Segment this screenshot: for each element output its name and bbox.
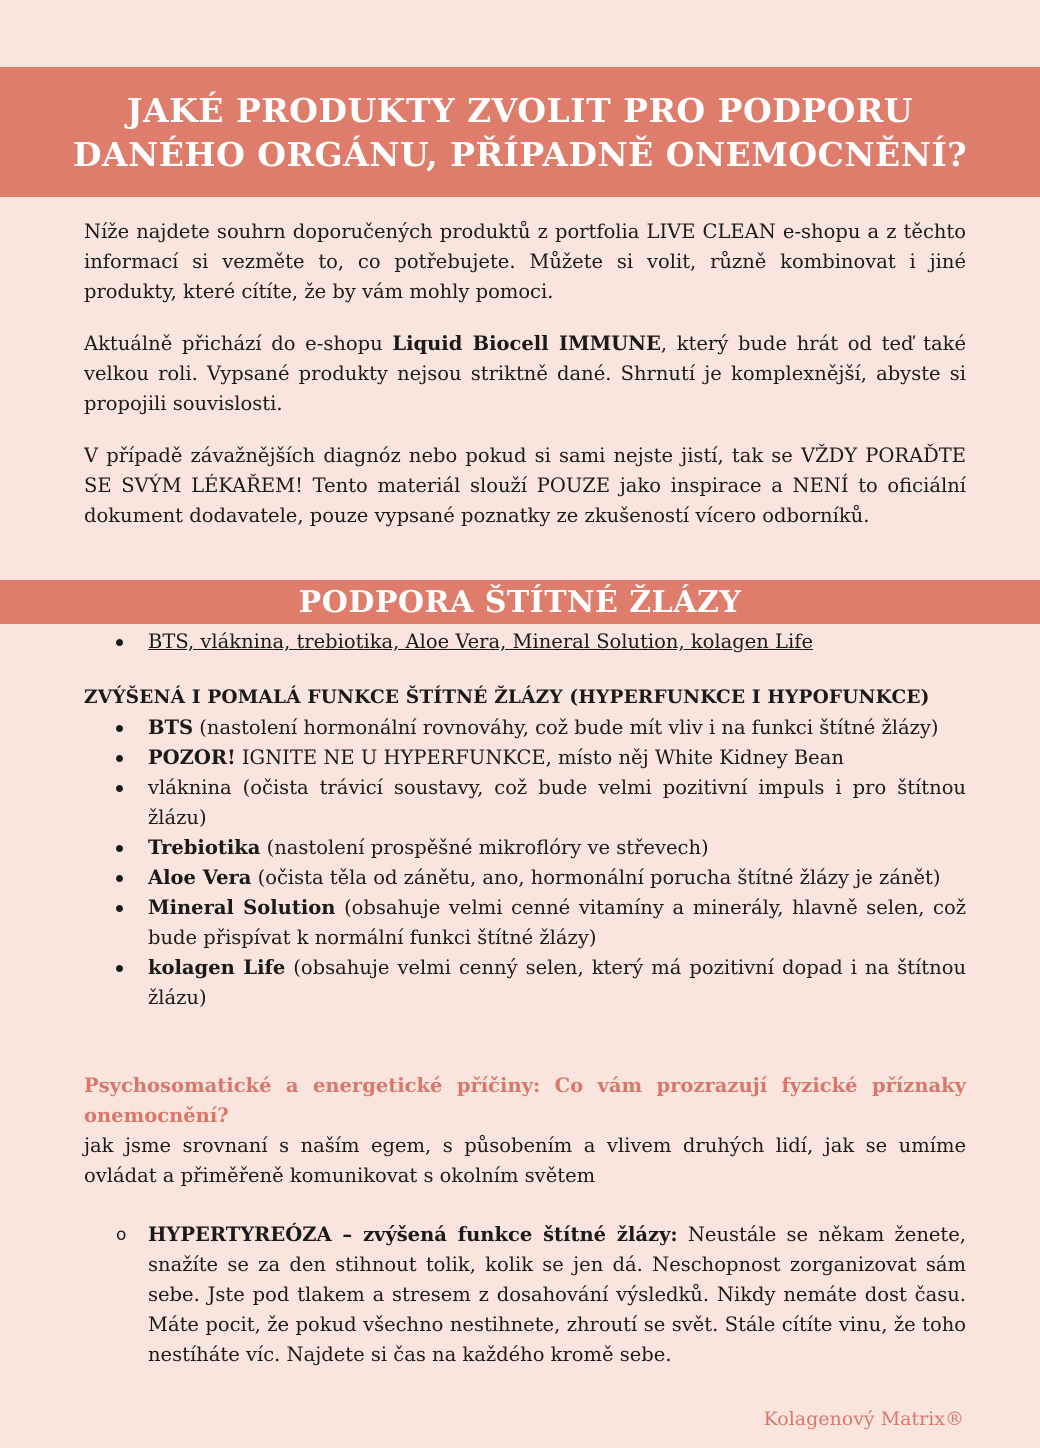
function-item-bold: BTS bbox=[148, 716, 194, 739]
intro-section bbox=[84, 217, 966, 531]
function-item bbox=[84, 713, 966, 743]
function-item bbox=[84, 863, 966, 893]
hypertyreoza-text: Neustále se někam ženete, snažíte se za den stihnout tolik, kolik se jen dá. Neschopnost zorganizovat sám sebe. Jste pod tlakem a stresem z dosahování výsledků. Nikdy nemáte dost času. Máte pocit, že pokud všechno nestihnete, zhroutí se svět. Stále cítíte vinu, že toho nestíháte víc. Najdete si čas na každého kromě sebe. bbox=[148, 1223, 966, 1366]
function-item bbox=[84, 773, 966, 833]
footer-brand: Kolagenový Matrix® bbox=[763, 1408, 964, 1430]
function-item-text: vláknina (očista trávicí soustavy, což bude velmi pozitivní impuls i pro štítnou žlázu) bbox=[148, 776, 966, 829]
circle-bullet-icon: o bbox=[116, 1225, 127, 1245]
function-item-text: (očista těla od zánětu, ano, hormonální porucha štítné žlázy je zánět) bbox=[251, 866, 941, 889]
summary-item-text: BTS, vláknina, trebiotika, Aloe Vera, Mineral Solution, kolagen Life bbox=[148, 630, 813, 653]
function-item-bold: POZOR! bbox=[148, 746, 236, 769]
function-item-bold: Aloe Vera bbox=[148, 866, 252, 889]
function-item-text: IGNITE NE U HYPERFUNKCE, místo něj White Kidney Bean bbox=[235, 746, 844, 769]
psycho-section bbox=[84, 1071, 966, 1370]
function-item-text: (obsahuje velmi cenné vitamíny a minerály, hlavně selen, což bude přispívat k normální funkci štítné žlázy) bbox=[148, 896, 966, 949]
function-item bbox=[84, 743, 966, 773]
intro-p2-product: Liquid Biocell IMMUNE bbox=[392, 332, 661, 355]
psycho-heading: Psychosomatické a energetické příčiny: Co vám prozrazují fyzické příznaky onemocnění? bbox=[84, 1074, 966, 1127]
function-heading: ZVÝŠENÁ I POMALÁ FUNKCE ŠTÍTNÉ ŽLÁZY (HYPERFUNKCE I HYPOFUNKCE) bbox=[84, 687, 930, 708]
function-section bbox=[84, 683, 966, 1013]
title-line-1: JAKÉ PRODUKTY ZVOLIT PRO PODPORU bbox=[126, 91, 914, 130]
summary-item bbox=[84, 627, 966, 657]
function-item bbox=[84, 953, 966, 1013]
summary-section bbox=[84, 627, 966, 657]
function-item-text: (nastolení prospěšné mikroflóry ve střevech) bbox=[260, 836, 709, 859]
title-line-2: DANÉHO ORGÁNU, PŘÍPADNĚ ONEMOCNĚNÍ? bbox=[72, 135, 968, 174]
function-item-bold: Trebiotika bbox=[148, 836, 261, 859]
title-banner bbox=[0, 67, 1040, 197]
section-banner: PODPORA ŠTÍTNÉ ŽLÁZY bbox=[0, 580, 1040, 624]
intro-paragraph-1: Níže najdete souhrn doporučených produktů z portfolia LIVE CLEAN e-shopu a z těchto informací si vezměte to, co potřebujete. Můžete si volit, různě kombinovat i jiné produkty, které cítíte, že by vám mohly pomoci. bbox=[84, 220, 966, 303]
intro-paragraph-3: V případě závažnějších diagnóz nebo pokud si sami nejste jistí, tak se VŽDY PORAĎTE SE SVÝM LÉKAŘEM! Tento materiál slouží POUZE jako inspirace a NENÍ to oficiální dokument dodavatele, pouze vypsané poznatky ze zkušeností vícero odborníků. bbox=[84, 444, 966, 527]
function-item-text: (nastolení hormonální rovnováhy, což bude mít vliv i na funkci štítné žlázy) bbox=[193, 716, 939, 739]
function-item bbox=[84, 833, 966, 863]
hypertyreoza-title: HYPERTYREÓZA – zvýšená funkce štítné žlázy: bbox=[148, 1223, 678, 1246]
psycho-text: jak jsme srovnaní s naším egem, s působením a vlivem druhých lidí, jak se umíme ovládat a přiměřeně komunikovat s okolním světem bbox=[84, 1134, 966, 1187]
intro-p2-text-before: Aktuálně přichází do e-shopu bbox=[84, 332, 393, 355]
intro-paragraph-2 bbox=[84, 329, 966, 419]
intro-p2-text-after: , který bude hrát od teď také velkou roli. Vypsané produkty nejsou striktně dané. Shrnutí je komplexnější, abyste si propojili souvislosti. bbox=[84, 332, 966, 415]
function-item-bold: Mineral Solution bbox=[148, 896, 336, 919]
hypertyreoza-item bbox=[84, 1220, 966, 1370]
function-item-text: (obsahuje velmi cenný selen, který má pozitivní dopad i na štítnou žlázu) bbox=[148, 956, 966, 1009]
summary-list bbox=[84, 627, 966, 657]
function-item-bold: kolagen Life bbox=[148, 956, 286, 979]
function-list bbox=[84, 713, 966, 1013]
function-item bbox=[84, 893, 966, 953]
